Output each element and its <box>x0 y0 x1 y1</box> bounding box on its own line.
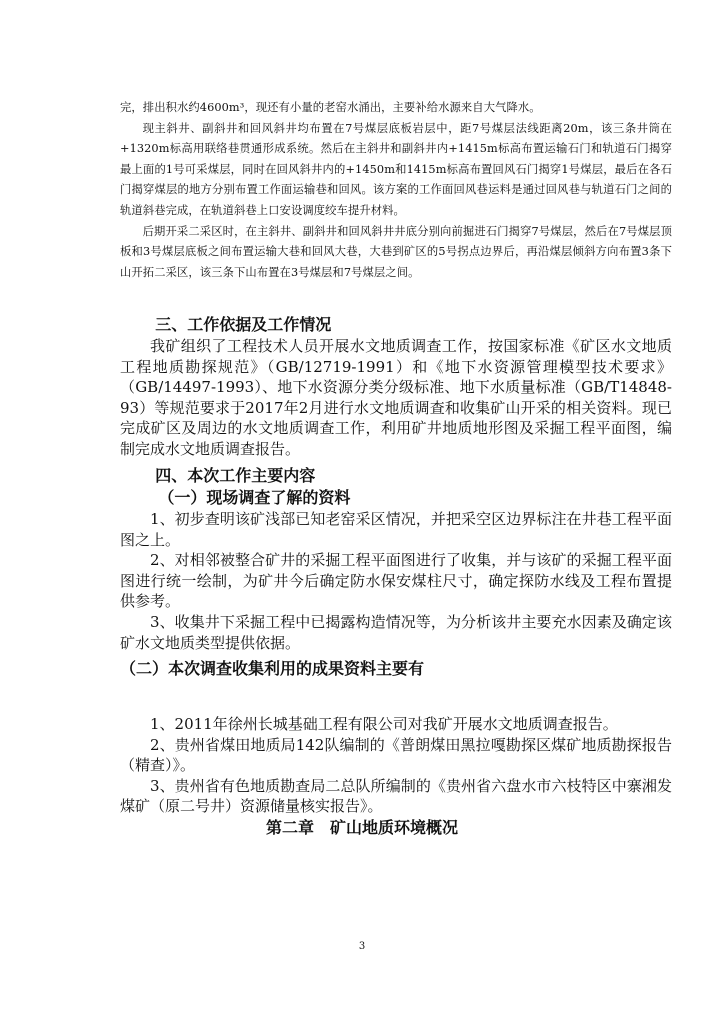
subsection-two-item: 3、贵州省有色地质勘查局二总队所编制的《贵州省六盘水市六枝特区中寨湘发煤矿（原二号井）资源储量核实报告》。 <box>120 776 672 816</box>
subsection-two-item: 2、贵州省煤田地质局142队编制的《普朗煤田黑拉嘎勘探区煤矿地质勘探报告（精查）》。 <box>120 735 672 775</box>
subsection-two-heading: （二）本次调查收集利用的成果资料主要有 <box>120 659 425 678</box>
section-four-heading: 四、本次工作主要内容 <box>155 466 316 485</box>
paragraph-water-discharge: 完，排出积水约4600m³，现还有小量的老窑水涌出，主要补给水源来自大气降水。 <box>120 101 541 114</box>
section-three-paragraph: 我矿组织了工程技术人员开展水文地质调查工作，按国家标准《矿区水文地质工程地质勘探规范》（GB/12719-1991）和《地下水资源管理模型技术要求》（GB/14497-1993）、地下水资源分类分级标准、地下水质量标准（GB/T14848-93）等规范要求于2017年2月进行水文地质调查和收集矿山开采的相关资料。现已完成矿区及周边的水文地质调查工作，利用矿井地质地形图及采掘工程平面图，编制完成水文地质调查报告。 <box>120 337 672 458</box>
chapter-two-heading: 第二章 矿山地质环境概况 <box>265 818 458 837</box>
subsection-one-item: 2、对相邻被整合矿井的采掘工程平面图进行了收集，并与该矿的采掘工程平面图进行统一绘制，为矿井今后确定防水保安煤柱尺寸，确定探防水线及工程布置提供参考。 <box>120 551 672 611</box>
subsection-two-list <box>120 714 672 817</box>
section-three <box>120 314 672 460</box>
subsection-one-item: 1、初步查明该矿浅部已知老窑采区情况，并把采空区边界标注在井巷工程平面图之上。 <box>120 510 672 549</box>
paragraph-second-district: 后期开采二采区时，在主斜井、副斜井和回风斜井井底分别向前掘进石门揭穿7号煤层，然后在7号煤层顶板和3号煤层底板之间布置运输大巷和回风大巷，大巷到矿区的5号拐点边界后，再沿煤层倾斜方向布置3条下山开拓二采区，该三条下山布置在3号煤层和7号煤层之间。 <box>120 224 672 279</box>
subsection-two-item: 1、2011年徐州长城基础工程有限公司对我矿开展水文地质调查报告。 <box>150 715 618 733</box>
paragraph-shaft-layout: 现主斜井、副斜井和回风斜井均布置在7号煤层底板岩层中，距7号煤层法线距离20m，该三条井筒在+1320m标高用联络巷贯通形成系统。然后在主斜井和副斜井内+1415m标高布置运输石门和轨道石门揭穿最上面的1号可采煤层，同时在回风斜井内的+1450m和1415m标高布置回风石门揭穿1号煤层，最后在各石门揭穿煤层的地方分别布置工作面运输巷和回风。该方案的工作面回风巷运料是通过回风巷与轨道石门之间的轨道斜巷完成，在轨道斜巷上口安设调度绞车提升材料。 <box>120 121 672 217</box>
top-text-block <box>120 98 672 283</box>
subsection-one-heading: （一）现场调查了解的资料 <box>158 488 351 507</box>
section-three-heading: 三、工作依据及工作情况 <box>155 315 332 334</box>
page-number: 3 <box>358 941 366 952</box>
subsection-one-item: 3、收集井下采掘工程中已揭露构造情况等，为分析该井主要充水因素及确定该矿水文地质类型提供依据。 <box>120 612 672 652</box>
section-four <box>120 465 672 653</box>
